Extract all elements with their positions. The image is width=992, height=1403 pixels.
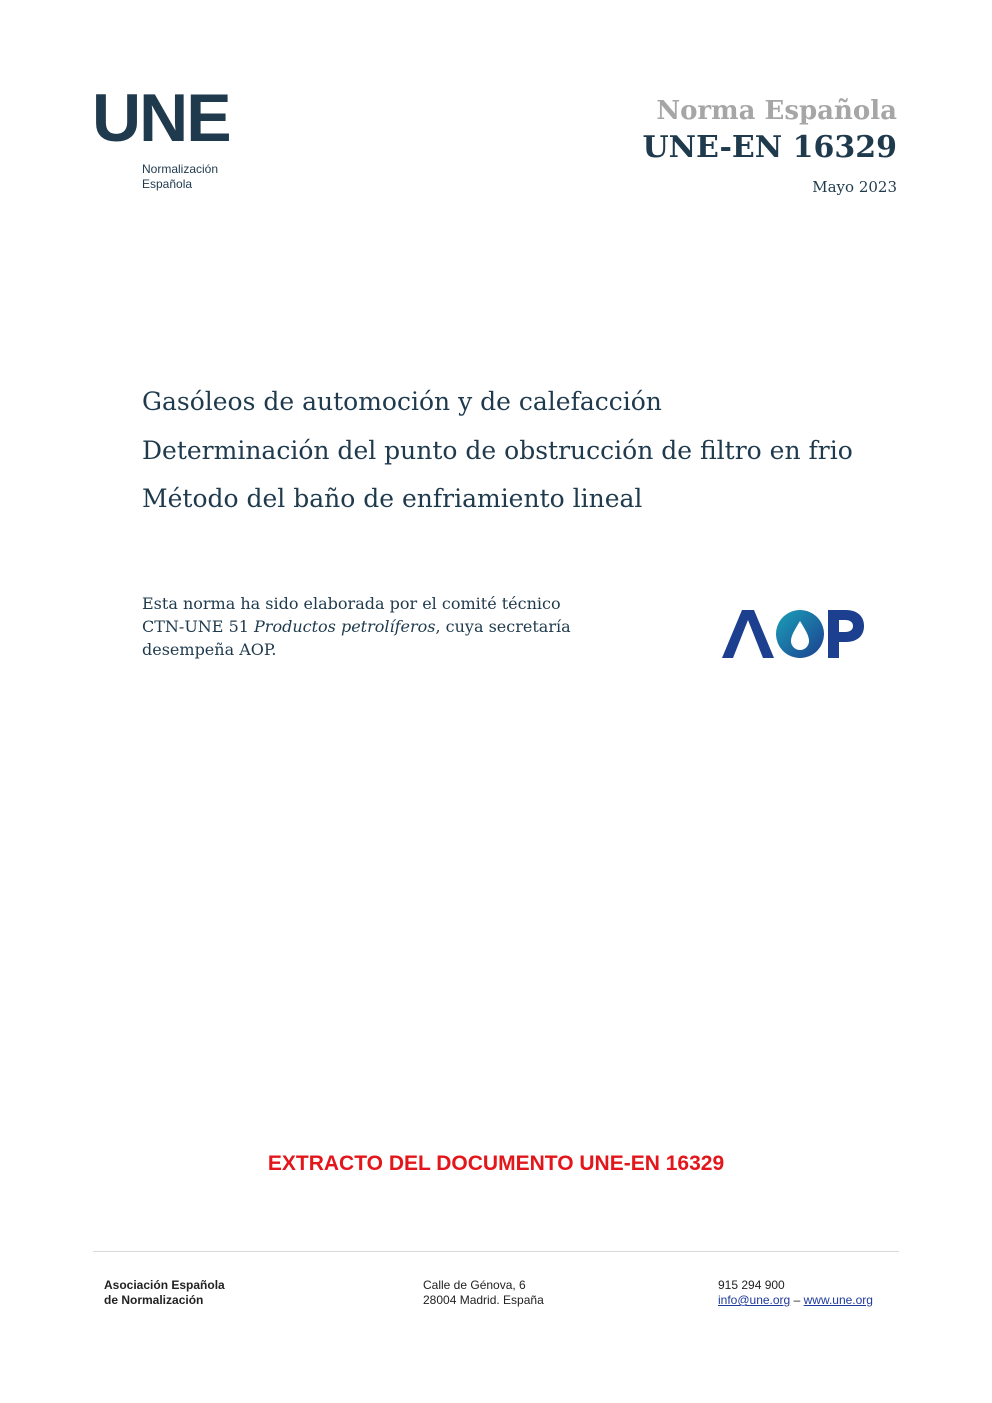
committee-code: CTN-UNE 51 xyxy=(142,617,249,636)
committee-line2-suffix: , cuya secretaría xyxy=(435,617,571,636)
committee-name: Productos petrolíferos xyxy=(254,617,436,636)
standard-date: Mayo 2023 xyxy=(812,178,897,196)
document-title-line2: Determinación del punto de obstrucción de filtro en frio xyxy=(142,436,853,465)
footer-divider xyxy=(93,1251,899,1252)
une-logo-text: UNE xyxy=(92,80,230,156)
committee-statement xyxy=(142,592,612,661)
document-title-line1: Gasóleos de automoción y de calefacción xyxy=(142,387,662,416)
document-title-line3: Método del baño de enfriamiento lineal xyxy=(142,484,643,513)
committee-line1: Esta norma ha sido elaborada por el comité técnico xyxy=(142,594,561,613)
footer-organization xyxy=(104,1278,225,1308)
standard-label: Norma Española xyxy=(656,96,897,126)
standard-code: UNE-EN 16329 xyxy=(642,130,897,165)
footer-addr-line2: 28004 Madrid. España xyxy=(423,1293,544,1307)
footer-website-link[interactable]: www.une.org xyxy=(803,1293,873,1307)
committee-line3: desempeña AOP. xyxy=(142,640,277,659)
committee-line2 xyxy=(142,615,612,638)
extract-notice: EXTRACTO DEL DOCUMENTO UNE-EN 16329 xyxy=(267,1152,725,1175)
footer-links xyxy=(718,1293,873,1308)
footer-address xyxy=(423,1278,544,1308)
footer-separator: – xyxy=(793,1293,801,1307)
footer-addr-line1: Calle de Génova, 6 xyxy=(423,1278,526,1292)
une-logo-subtitle-line1: Normalización xyxy=(142,162,219,176)
footer-phone: 915 294 900 xyxy=(718,1278,785,1292)
footer-org-line1: Asociación Española xyxy=(104,1278,225,1292)
footer-org-line2: de Normalización xyxy=(104,1293,204,1307)
une-logo-subtitle-line2: Española xyxy=(142,177,193,191)
footer-email-link[interactable]: info@une.org xyxy=(718,1293,791,1307)
aop-logo xyxy=(720,604,865,664)
une-logo-subtitle xyxy=(142,162,218,192)
une-logo xyxy=(92,80,252,198)
footer-contact xyxy=(718,1278,873,1308)
